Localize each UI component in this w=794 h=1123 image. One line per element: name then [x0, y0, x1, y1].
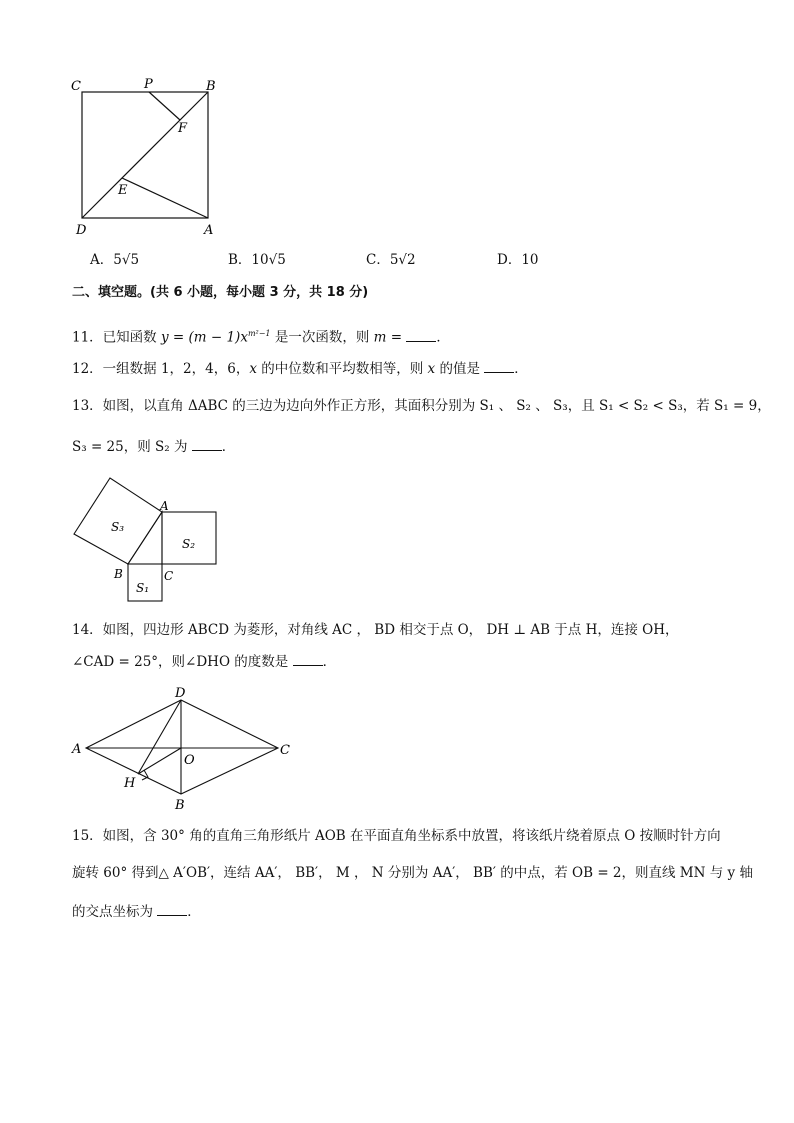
option-d-value: 10	[521, 252, 539, 268]
label-S2: S₂	[182, 537, 196, 551]
question-14-line1: 14．如图，四边形 ABCD 为菱形，对角线 AC ， BD 相交于点 O， DH ⊥ AB 于点 H，连接 OH，	[72, 622, 679, 638]
label-D3: D	[175, 686, 186, 701]
q12-x-2: x	[427, 361, 436, 377]
question-13-line1: 13．如图，以直角 ΔABC 的三边为边向外作正方形，其面积分别为 S₁ 、 S₂ 、 S₃，且 S₁ < S₂ < S₃，若 S₁ = 9，	[72, 398, 771, 414]
q11-exponent: m²−1	[247, 329, 271, 338]
label-C3: C	[280, 743, 290, 758]
option-d	[497, 248, 539, 268]
question-15-line3	[72, 903, 201, 921]
q11-eq: =	[386, 329, 407, 346]
option-c-value: 5√2	[389, 252, 416, 268]
label-S1: S₁	[136, 581, 150, 595]
q11-prefix: 11．已知函数	[72, 329, 161, 346]
label-S3: S₃	[111, 520, 125, 534]
option-d-letter: D．	[497, 252, 522, 268]
question-11	[72, 325, 450, 347]
q11-middle: 是一次函数，则	[270, 329, 374, 346]
label-F: F	[178, 121, 188, 136]
option-a	[90, 248, 139, 268]
label-D: D	[76, 223, 87, 238]
label-O3: O	[184, 753, 195, 768]
label-P: P	[144, 77, 153, 92]
q14-suffix: ．	[322, 654, 337, 670]
q13-answer-blank[interactable]	[192, 438, 222, 451]
label-E: E	[118, 183, 128, 198]
option-c	[366, 248, 416, 268]
option-a-value: 5√5	[113, 252, 140, 268]
q12-text-b: 的中位数和平均数相等，则	[256, 361, 428, 377]
question-15-line2: 旋转 60° 得到△ A′OB′，连结 AA′， BB′， M ， N 分别为 AA′， BB′ 的中点，若 OB = 2，则直线 MN 与 y 轴	[72, 865, 753, 881]
option-b-letter: B．	[228, 252, 252, 268]
squares-figure	[62, 472, 227, 608]
q12-x: x	[249, 361, 257, 377]
option-b-value: 10√5	[251, 252, 286, 268]
q12-text-c: 的值是	[435, 361, 485, 377]
q13-suffix: ．	[221, 439, 236, 455]
q11-suffix: ．	[436, 329, 450, 346]
label-B: B	[206, 79, 216, 94]
q14-text: ∠CAD = 25°，则∠DHO 的度数是	[72, 654, 293, 670]
q11-formula: y = (m − 1)x	[160, 329, 248, 346]
label-H3: H	[124, 776, 136, 791]
label-B3: B	[175, 798, 185, 813]
label-A: A	[204, 223, 214, 238]
q12-text-a: 12．一组数据 1，2，4，6，	[72, 361, 250, 377]
question-12	[72, 360, 528, 378]
option-b	[228, 248, 286, 268]
question-15-line1: 15．如图，含 30° 角的直角三角形纸片 AOB 在平面直角坐标系中放置，将该纸片绕着原点 O 按顺时针方向	[72, 828, 721, 844]
label-B2: B	[114, 567, 123, 581]
q11-var: m	[373, 329, 387, 346]
option-a-letter: A．	[90, 252, 114, 268]
square-figure	[70, 72, 220, 240]
rhombus-figure	[66, 684, 298, 816]
q12-answer-blank[interactable]	[484, 360, 514, 373]
q15-answer-blank[interactable]	[157, 903, 187, 916]
q14-answer-blank[interactable]	[293, 653, 323, 666]
q12-suffix: ．	[514, 361, 528, 377]
question-14-line2	[72, 653, 336, 671]
question-13-line2	[72, 438, 235, 456]
q15-text: 的交点坐标为	[72, 904, 158, 920]
option-c-letter: C．	[366, 252, 390, 268]
label-A3: A	[72, 742, 82, 757]
label-C2: C	[164, 569, 174, 583]
q15-suffix: ．	[187, 904, 201, 920]
label-C: C	[71, 79, 81, 94]
q13-text: S₃ = 25，则 S₂ 为	[72, 439, 192, 455]
section-heading: 二、填空题。(共 6 小题，每小题 3 分，共 18 分)	[72, 285, 369, 300]
q11-answer-blank[interactable]	[406, 329, 436, 342]
label-A2: A	[160, 499, 169, 513]
